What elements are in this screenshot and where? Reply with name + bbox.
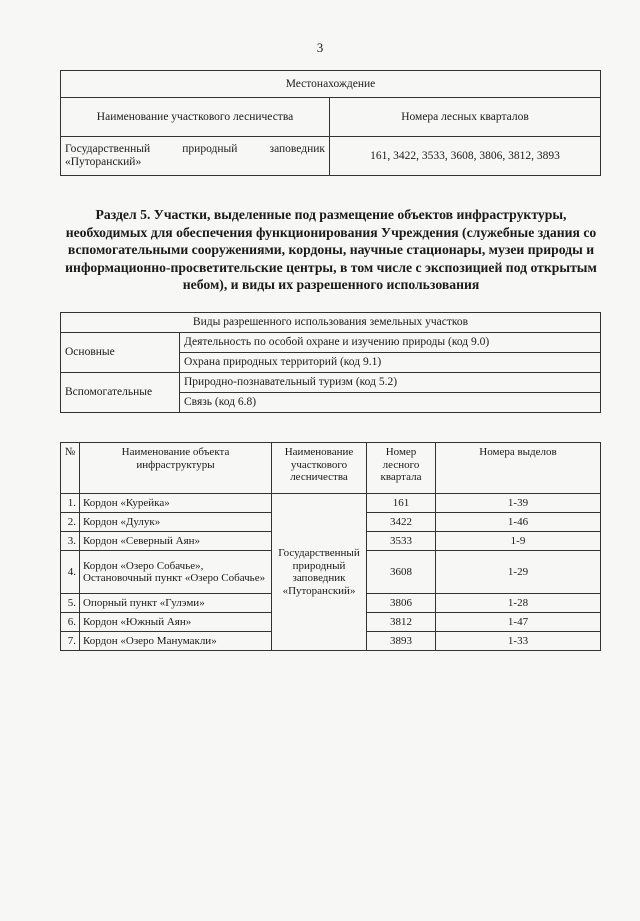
use-item: Охрана природных территорий (код 9.1) (180, 353, 601, 373)
use-item: Деятельность по особой охране и изучению природы (код 9.0) (180, 333, 601, 353)
row-number: 2. (61, 513, 80, 532)
object-name: Опорный пункт «Гулэми» (80, 594, 272, 613)
quarters-column-header: Номера лесных кварталов (330, 98, 601, 137)
forestry-merged-cell: Государственный природный заповедник «Путоранский» (272, 494, 367, 651)
permitted-use-table (60, 312, 601, 413)
col-header-no: № (61, 443, 80, 494)
use-item: Связь (код 6.8) (180, 393, 601, 413)
location-table (60, 70, 601, 176)
quarter-numbers: 161, 3422, 3533, 3608, 3806, 3812, 3893 (330, 137, 601, 176)
forestry-name: Государственный природный заповедник «Путоранский» (61, 137, 330, 176)
row-number: 3. (61, 532, 80, 551)
section-numbers: 1-47 (436, 613, 601, 632)
section-numbers: 1-29 (436, 551, 601, 594)
quarter-number: 3893 (367, 632, 436, 651)
section-numbers: 1-39 (436, 494, 601, 513)
use-item: Природно-познавательный туризм (код 5.2) (180, 373, 601, 393)
object-name: Кордон «Курейка» (80, 494, 272, 513)
permitted-use-header: Виды разрешенного использования земельных участков (61, 313, 601, 333)
group-label-main: Основные (61, 333, 180, 373)
section-numbers: 1-28 (436, 594, 601, 613)
row-number: 6. (61, 613, 80, 632)
row-number: 5. (61, 594, 80, 613)
col-header-forestry: Наименование участкового лесничества (272, 443, 367, 494)
object-name: Кордон «Дулук» (80, 513, 272, 532)
location-header: Местонахождение (61, 71, 601, 98)
quarter-number: 3608 (367, 551, 436, 594)
quarter-number: 3812 (367, 613, 436, 632)
infrastructure-table (60, 442, 601, 651)
object-name: Кордон «Озеро Собачье», Остановочный пункт «Озеро Собачье» (80, 551, 272, 594)
quarter-number: 3806 (367, 594, 436, 613)
object-name: Кордон «Озеро Манумакли» (80, 632, 272, 651)
row-number: 7. (61, 632, 80, 651)
section-numbers: 1-33 (436, 632, 601, 651)
section-numbers: 1-46 (436, 513, 601, 532)
section-numbers: 1-9 (436, 532, 601, 551)
quarter-number: 161 (367, 494, 436, 513)
quarter-number: 3422 (367, 513, 436, 532)
forestry-column-header: Наименование участкового лесничества (61, 98, 330, 137)
col-header-object: Наименование объекта инфраструктуры (80, 443, 272, 494)
col-header-sections: Номера выделов (436, 443, 601, 494)
col-header-quarter: Номер лесного квартала (367, 443, 436, 494)
quarter-number: 3533 (367, 532, 436, 551)
page-number: 3 (316, 40, 324, 55)
row-number: 1. (61, 494, 80, 513)
section-title: Раздел 5. Участки, выделенные под размещение объектов инфраструктуры, необходимых для обеспечения функционирования Учреждения (служебные здания со вспомогательными сооружениями, кордоны, научные стационары, музеи природы и информационно-просветительские центры, в том числе с экспозицией под открытым небом), и виды их разрешенного использования (65, 207, 597, 293)
object-name: Кордон «Северный Аян» (80, 532, 272, 551)
group-label-auxiliary: Вспомогательные (61, 373, 180, 413)
table-row (61, 494, 601, 513)
row-number: 4. (61, 551, 80, 594)
object-name: Кордон «Южный Аян» (80, 613, 272, 632)
